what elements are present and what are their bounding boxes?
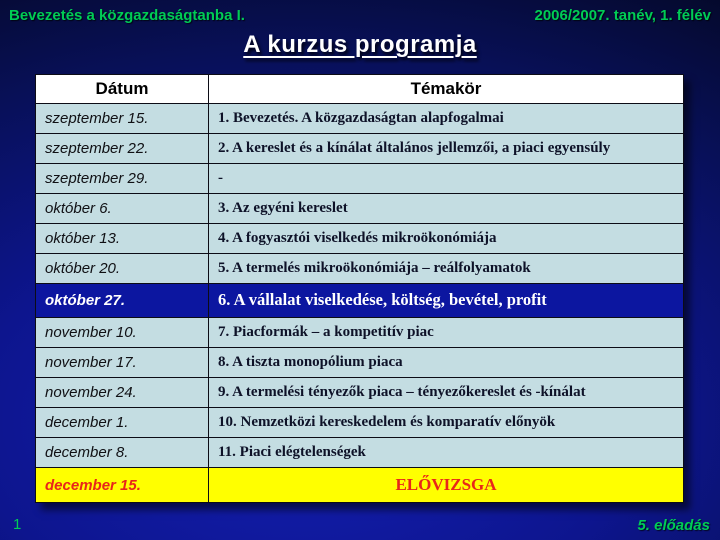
topic-cell: 2. A kereslet és a kínálat általános jellemzői, a piaci egyensúly	[209, 133, 684, 163]
date-cell: december 1.	[36, 408, 209, 438]
topic-cell: ELŐVIZSGA	[209, 468, 684, 503]
date-cell: november 24.	[36, 378, 209, 408]
table-row	[36, 193, 684, 223]
date-cell: szeptember 15.	[36, 104, 209, 134]
table-row-highlighted	[36, 283, 684, 318]
topic-cell: 1. Bevezetés. A közgazdaságtan alapfogalmai	[209, 104, 684, 134]
date-cell: szeptember 22.	[36, 133, 209, 163]
semester-label: 2006/2007. tanév, 1. félév	[534, 7, 711, 24]
table-row	[36, 163, 684, 193]
table-row	[36, 104, 684, 134]
date-cell: szeptember 29.	[36, 163, 209, 193]
date-cell: október 13.	[36, 223, 209, 253]
course-title: Bevezetés a közgazdaságtanba I.	[9, 7, 245, 24]
course-program-table	[35, 74, 684, 503]
topic-cell: 11. Piaci elégtelenségek	[209, 438, 684, 468]
table-row	[36, 408, 684, 438]
date-cell: október 27.	[36, 283, 209, 318]
column-header-date: Dátum	[36, 75, 209, 104]
topic-cell: 4. A fogyasztói viselkedés mikroökonómiája	[209, 223, 684, 253]
topic-cell: 5. A termelés mikroökonómiája – reálfolyamatok	[209, 253, 684, 283]
topic-cell: 8. A tiszta monopólium piaca	[209, 348, 684, 378]
table-row	[36, 253, 684, 283]
topic-cell: 9. A termelési tényezők piaca – tényezőkereslet és -kínálat	[209, 378, 684, 408]
table-row	[36, 133, 684, 163]
topic-cell: -	[209, 163, 684, 193]
table-row	[36, 378, 684, 408]
topic-cell: 7. Piacformák – a kompetitív piac	[209, 318, 684, 348]
column-header-topic: Témakör	[209, 75, 684, 104]
lecture-label: 5. előadás	[637, 517, 710, 534]
table-row	[36, 348, 684, 378]
date-cell: november 17.	[36, 348, 209, 378]
topic-cell: 6. A vállalat viselkedése, költség, bevétel, profit	[209, 283, 684, 318]
topic-cell: 3. Az egyéni kereslet	[209, 193, 684, 223]
table-row	[36, 223, 684, 253]
table-row	[36, 318, 684, 348]
date-cell: október 6.	[36, 193, 209, 223]
topic-cell: 10. Nemzetközi kereskedelem és komparatív előnyök	[209, 408, 684, 438]
page-title: A kurzus programja	[243, 31, 477, 58]
page-number: 1	[13, 516, 22, 533]
table-header-row	[36, 75, 684, 104]
date-cell: december 15.	[36, 468, 209, 503]
date-cell: november 10.	[36, 318, 209, 348]
table-row	[36, 438, 684, 468]
table-row-exam	[36, 468, 684, 503]
date-cell: december 8.	[36, 438, 209, 468]
date-cell: október 20.	[36, 253, 209, 283]
